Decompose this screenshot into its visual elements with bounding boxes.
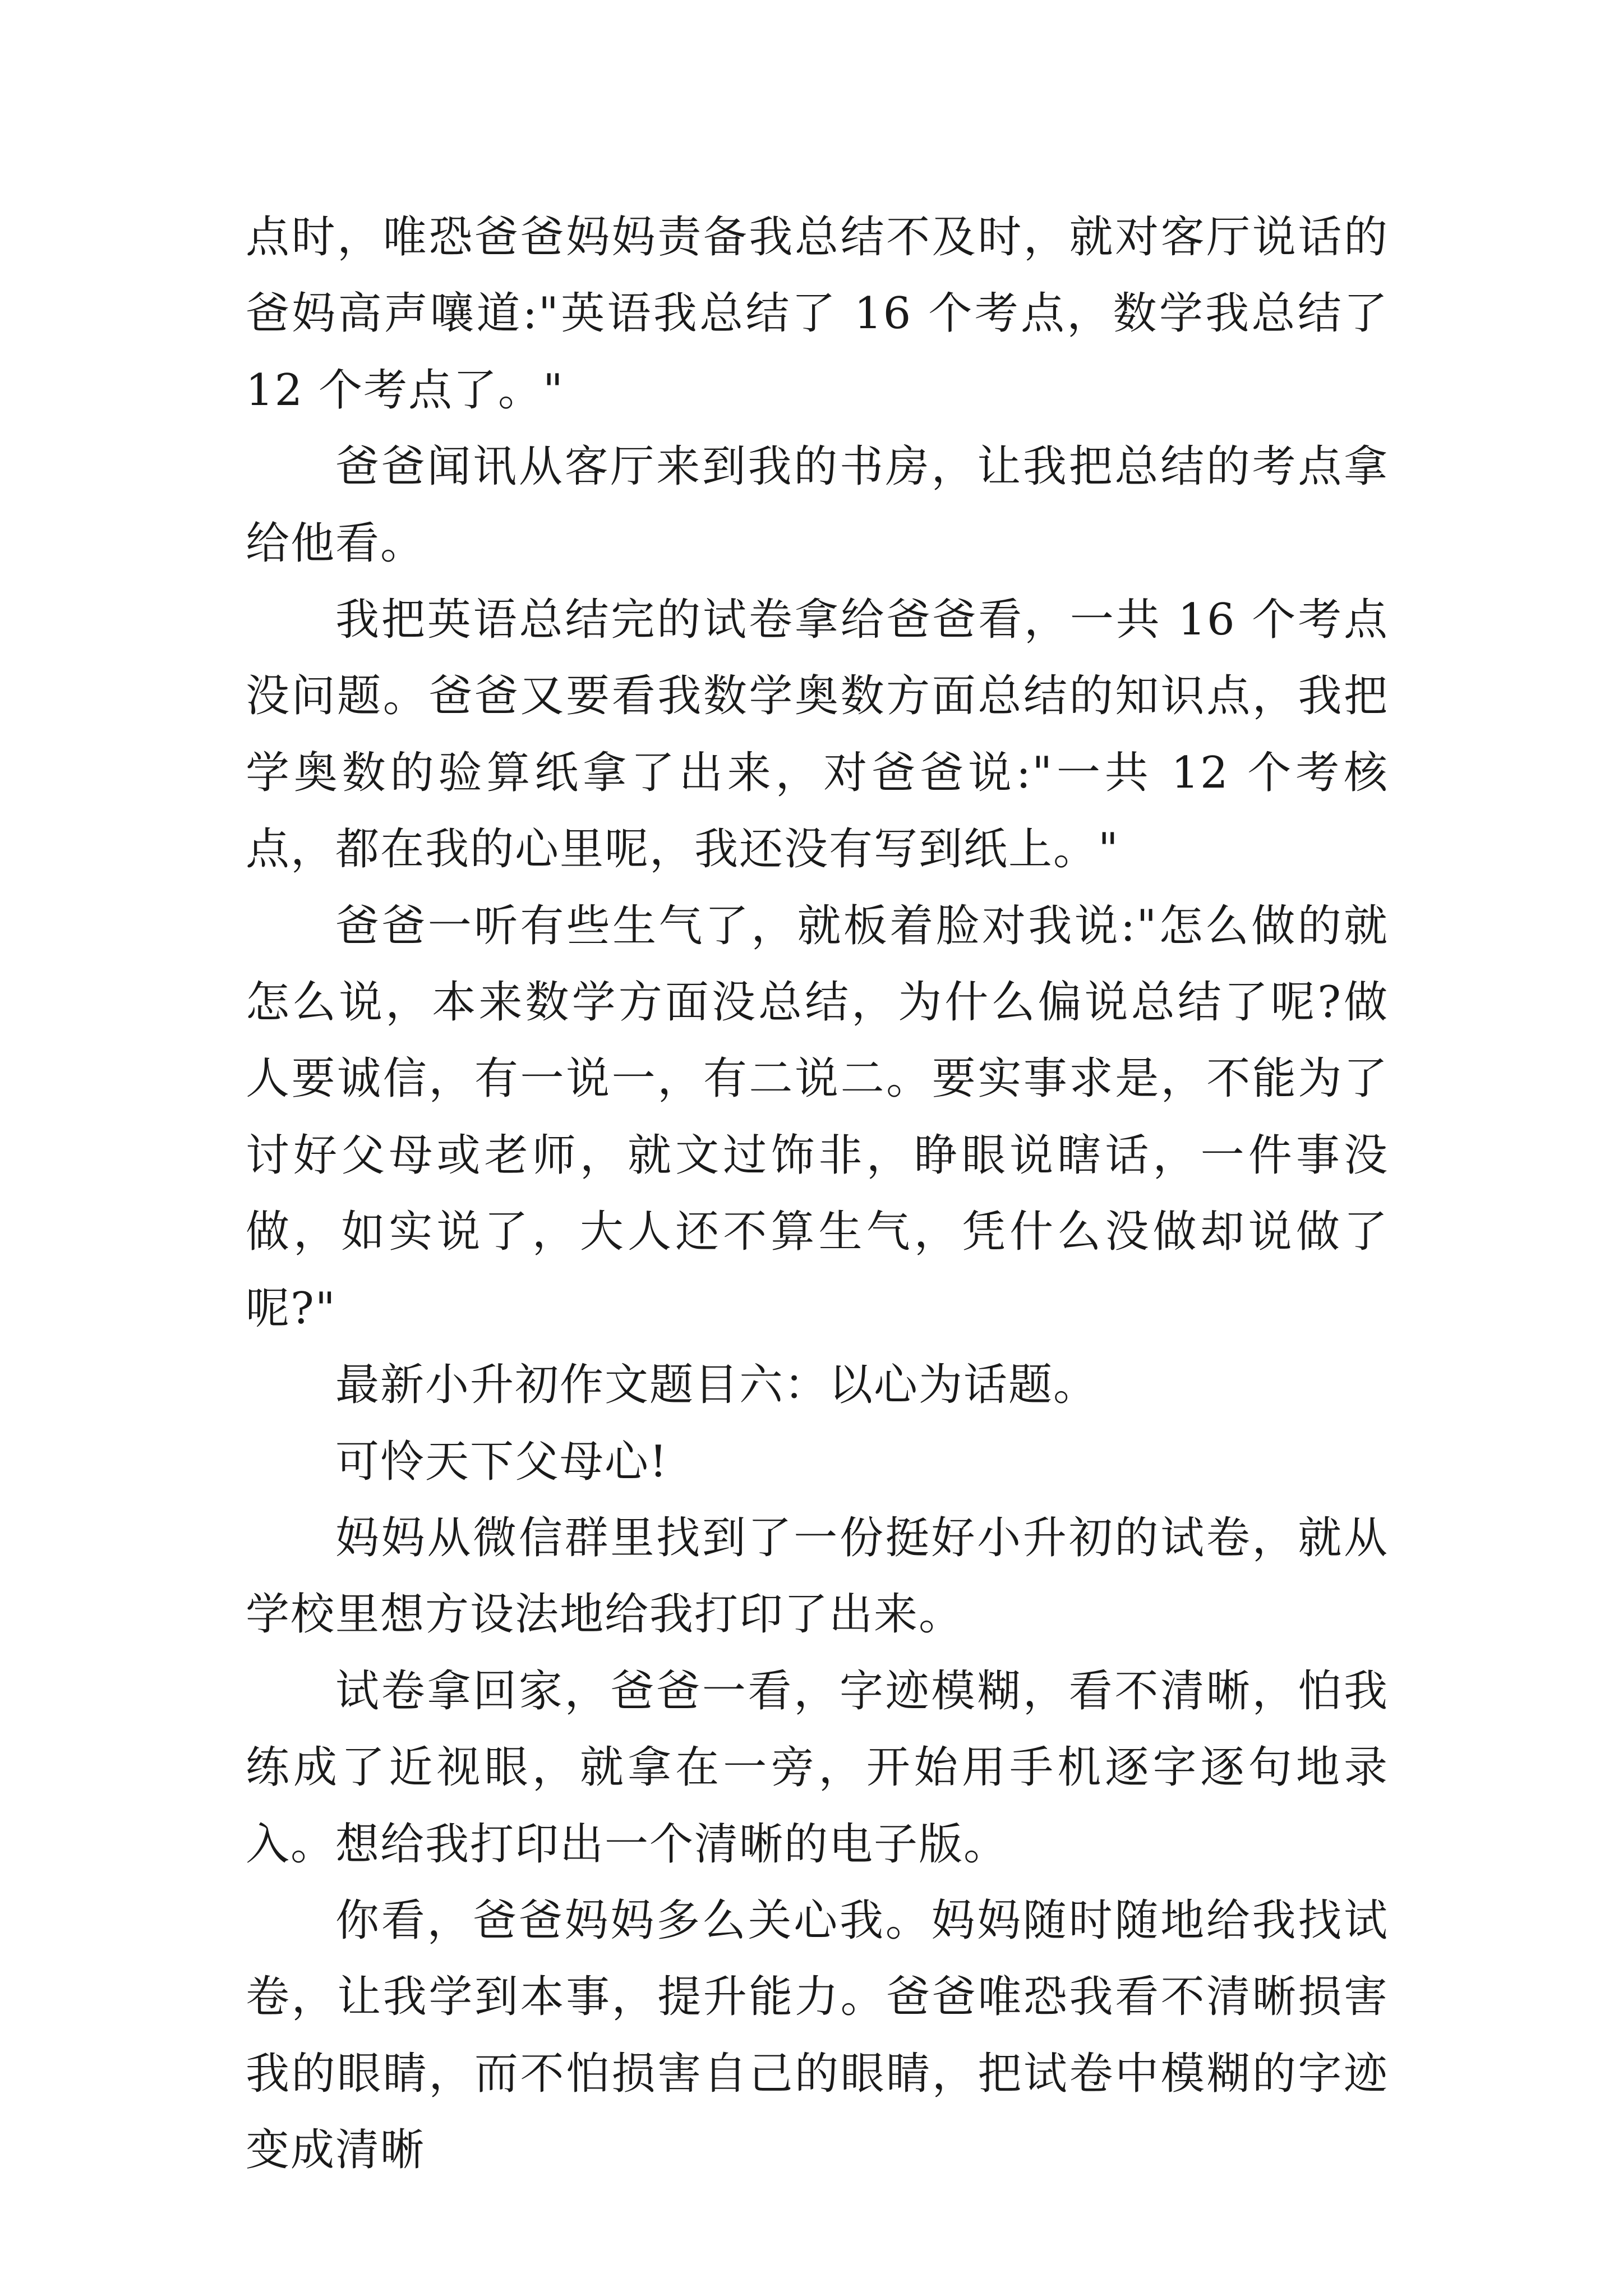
document-body xyxy=(246,199,1389,2189)
paragraph-5-heading: 最新小升初作文题目六：以心为话题。 xyxy=(335,1360,1099,1411)
paragraph-4: 爸爸一听有些生气了，就板着脸对我说:"怎么做的就怎么说，本来数学方面没总结，为什么偏说总结了呢?做人要诚信，有一说一，有二说二。要实事求是，不能为了讨好父母或老师，就文过饰非，睁眼说瞎话，一件事没做，如实说了，大人还不算生气，凭什么没做却说做了呢?" xyxy=(246,900,1389,1334)
paragraph-3: 我把英语总结完的试卷拿给爸爸看，一共 16 个考点没问题。爸爸又要看我数学奥数方面总结的知识点，我把学奥数的验算纸拿了出来，对爸爸说:"一共 12 个考核点，都在我的心里呢，我还没有写到纸上。" xyxy=(246,595,1389,875)
paragraph-1: 点时，唯恐爸爸妈妈责备我总结不及时，就对客厅说话的爸妈高声嚷道:"英语我总结了 16 个考点，数学我总结了 12 个考点了。" xyxy=(246,212,1389,416)
paragraph-2: 爸爸闻讯从客厅来到我的书房，让我把总结的考点拿给他看。 xyxy=(246,441,1389,569)
paragraph-7: 妈妈从微信群里找到了一份挺好小升初的试卷，就从学校里想方设法地给我打印了出来。 xyxy=(246,1512,1389,1640)
paragraph-6: 可怜天下父母心! xyxy=(335,1436,668,1487)
paragraph-9: 你看，爸爸妈妈多么关心我。妈妈随时随地给我找试卷，让我学到本事，提升能力。爸爸唯恐我看不清晰损害我的眼睛，而不怕损害自己的眼睛，把试卷中模糊的字迹变成清晰 xyxy=(246,1895,1389,2176)
paragraph-8: 试卷拿回家，爸爸一看，字迹模糊，看不清晰，怕我练成了近视眼，就拿在一旁，开始用手机逐字逐句地录入。想给我打印出一个清晰的电子版。 xyxy=(246,1665,1389,1870)
